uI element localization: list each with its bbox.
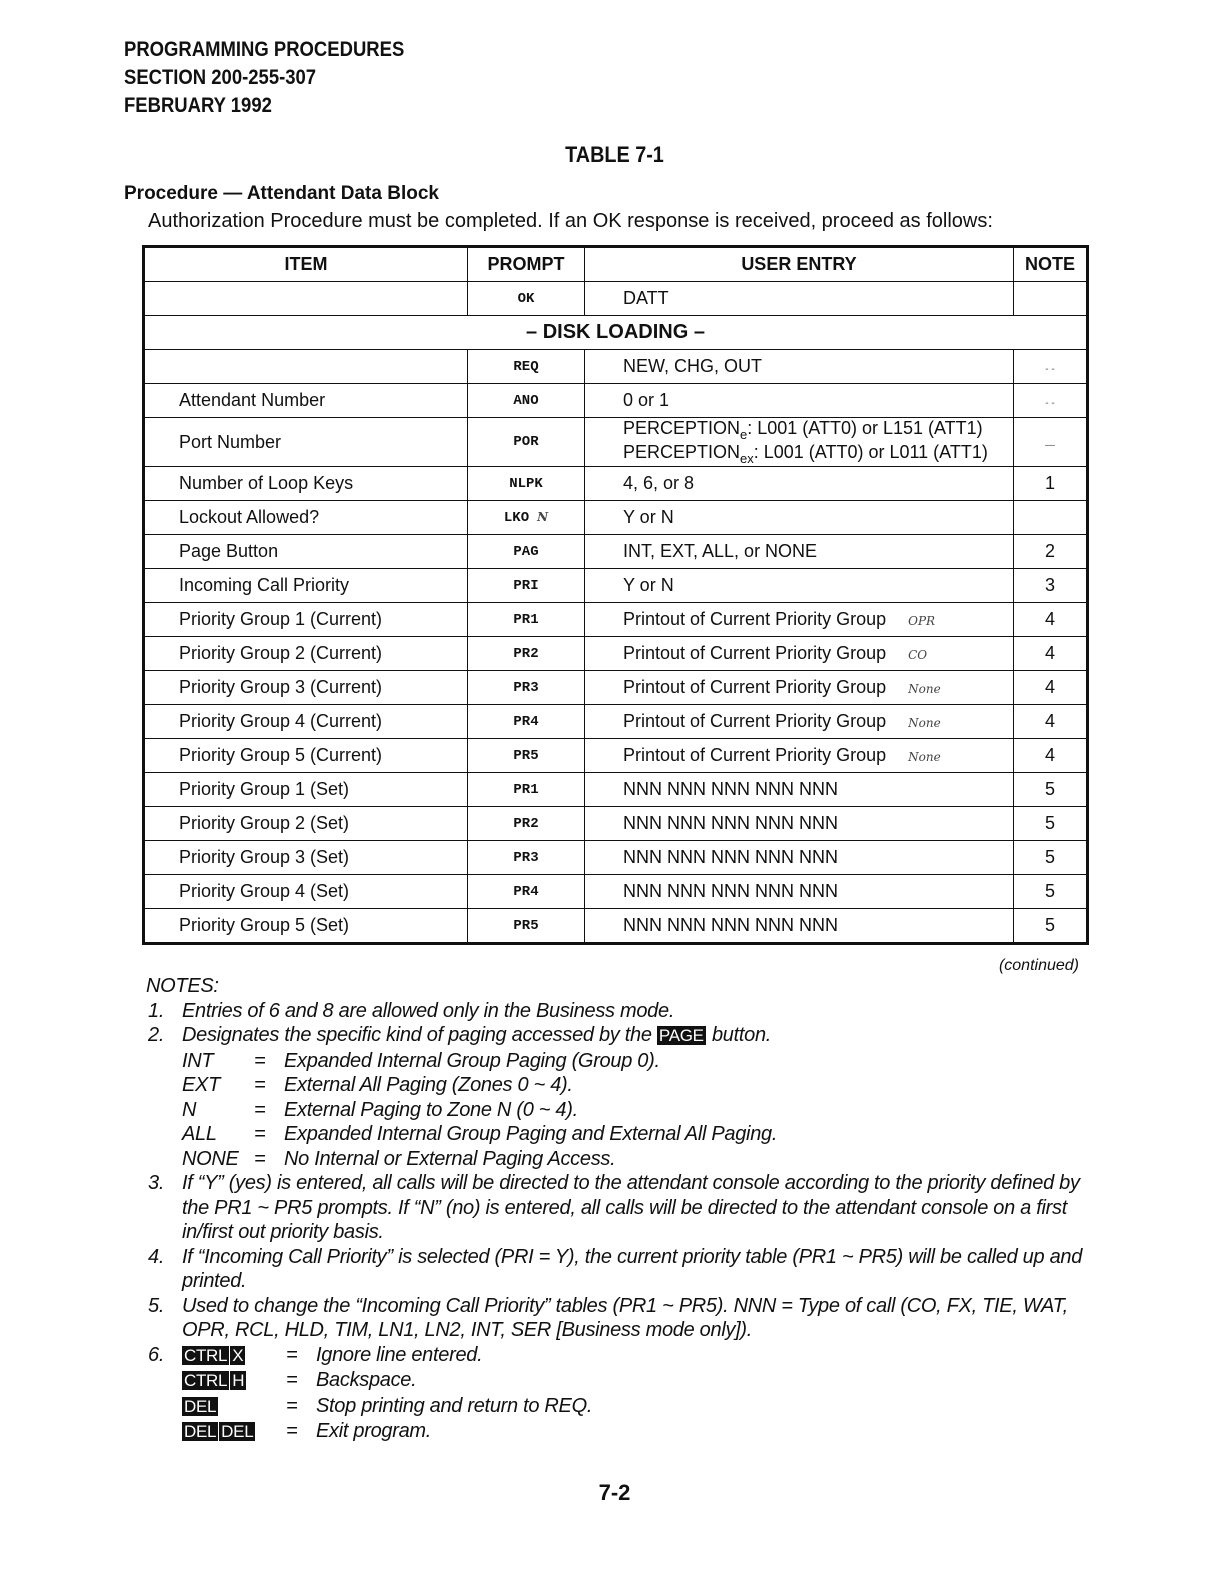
entry-cell: NNN NNN NNN NNN NNN bbox=[585, 807, 1014, 841]
item-cell: Priority Group 5 (Set) bbox=[144, 909, 468, 944]
table-row bbox=[144, 807, 1088, 841]
port-line-1-prefix: PERCEPTION bbox=[623, 418, 741, 438]
entry-cell: DATT bbox=[585, 282, 1014, 316]
note-text bbox=[182, 1023, 1098, 1049]
entry-cell bbox=[585, 603, 1014, 637]
port-line-1-rest: : L001 (ATT0) or L151 (ATT1) bbox=[747, 418, 983, 438]
entry-cell: NNN NNN NNN NNN NNN bbox=[585, 909, 1014, 944]
entry-cell: 0 or 1 bbox=[585, 384, 1014, 418]
prompt-cell: PRI bbox=[468, 569, 585, 603]
list-item bbox=[182, 1147, 1098, 1172]
del-key: DEL bbox=[184, 1422, 217, 1441]
list-item bbox=[182, 1394, 1098, 1420]
attendant-data-table bbox=[142, 245, 1089, 945]
table-row bbox=[144, 418, 1088, 467]
prompt-cell: PR2 bbox=[468, 637, 585, 671]
item-cell: Priority Group 2 (Current) bbox=[144, 637, 468, 671]
entry-text: Printout of Current Priority Group bbox=[623, 677, 887, 697]
table-row bbox=[144, 467, 1088, 501]
notes-section bbox=[148, 974, 1098, 1445]
handwritten-note: OPR bbox=[908, 614, 936, 628]
item-cell: Priority Group 4 (Set) bbox=[144, 875, 468, 909]
note-2 bbox=[148, 1023, 1098, 1049]
item-cell: Lockout Allowed? bbox=[144, 501, 468, 535]
item-cell: Priority Group 3 (Set) bbox=[144, 841, 468, 875]
key-eq: = bbox=[286, 1343, 298, 1366]
list-item bbox=[182, 1368, 1098, 1394]
option-key: INT bbox=[182, 1049, 214, 1072]
key-combo bbox=[182, 1394, 286, 1420]
pencil-mark: - - bbox=[1045, 364, 1055, 375]
option-key: NONE bbox=[182, 1147, 239, 1170]
note-number: 4. bbox=[148, 1245, 165, 1268]
key-desc: Exit program. bbox=[316, 1420, 432, 1442]
document-header bbox=[124, 36, 404, 120]
entry-cell: NNN NNN NNN NNN NNN bbox=[585, 841, 1014, 875]
del-key: DEL bbox=[221, 1422, 254, 1441]
notes-heading: NOTES: bbox=[146, 975, 219, 997]
table-row bbox=[144, 739, 1088, 773]
item-cell bbox=[144, 282, 468, 316]
handwritten-note: None bbox=[908, 716, 941, 730]
prompt-cell: PR4 bbox=[468, 875, 585, 909]
option-text: External Paging to Zone N (0 ~ 4). bbox=[284, 1098, 578, 1121]
option-text: Expanded Internal Group Paging (Group 0). bbox=[284, 1049, 660, 1072]
entry-cell bbox=[585, 705, 1014, 739]
note-number: 5. bbox=[148, 1294, 165, 1317]
paging-options-list bbox=[182, 1049, 1098, 1172]
header-line-2: SECTION 200-255-307 bbox=[124, 66, 317, 89]
table-row bbox=[144, 350, 1088, 384]
option-key: N bbox=[182, 1098, 197, 1121]
note-4 bbox=[148, 1245, 1098, 1294]
note-2-pre: Designates the specific kind of paging accessed by the bbox=[182, 1024, 657, 1046]
entry-text: Printout of Current Priority Group bbox=[623, 609, 887, 629]
h-key: H bbox=[232, 1371, 245, 1390]
section-row bbox=[144, 316, 1088, 350]
note-cell: 3 bbox=[1014, 569, 1088, 603]
procedure-title: Procedure — Attendant Data Block bbox=[124, 183, 439, 204]
pencil-mark: — bbox=[1045, 439, 1055, 451]
prompt-cell: PR5 bbox=[468, 909, 585, 944]
key-eq: = bbox=[286, 1394, 298, 1417]
note-5 bbox=[148, 1294, 1098, 1343]
entry-cell bbox=[585, 637, 1014, 671]
option-eq: = bbox=[254, 1147, 266, 1170]
port-line-2-prefix: PERCEPTION bbox=[623, 442, 741, 462]
prompt-text: LKO bbox=[503, 509, 530, 526]
entry-text: Printout of Current Priority Group bbox=[623, 711, 887, 731]
x-key: X bbox=[232, 1345, 244, 1365]
note-cell bbox=[1014, 282, 1088, 316]
key-desc: Ignore line entered. bbox=[316, 1343, 483, 1366]
option-key: EXT bbox=[182, 1074, 220, 1096]
note-3 bbox=[148, 1171, 1098, 1245]
note-cell bbox=[1014, 350, 1088, 384]
entry-cell bbox=[585, 739, 1014, 773]
header-prompt: PROMPT bbox=[468, 247, 585, 282]
item-cell: Priority Group 5 (Current) bbox=[144, 739, 468, 773]
option-key: ALL bbox=[182, 1123, 217, 1145]
table-row bbox=[144, 637, 1088, 671]
entry-cell: 4, 6, or 8 bbox=[585, 467, 1014, 501]
note-cell: 4 bbox=[1014, 705, 1088, 739]
table-row bbox=[144, 773, 1088, 807]
prompt-cell: PR1 bbox=[468, 603, 585, 637]
item-cell: Attendant Number bbox=[144, 384, 468, 418]
note-6 bbox=[148, 1343, 1098, 1445]
list-item bbox=[182, 1098, 1098, 1123]
table-row bbox=[144, 875, 1088, 909]
note-number: 6. bbox=[148, 1343, 165, 1366]
table-row bbox=[144, 909, 1088, 944]
table-row bbox=[144, 384, 1088, 418]
table-row bbox=[144, 671, 1088, 705]
item-cell: Port Number bbox=[144, 418, 468, 467]
entry-cell: NNN NNN NNN NNN NNN bbox=[585, 875, 1014, 909]
key-combo bbox=[182, 1419, 286, 1445]
continued-label: (continued) bbox=[998, 957, 1079, 974]
port-line-1-sub: e bbox=[740, 427, 748, 442]
prompt-cell: PR1 bbox=[468, 773, 585, 807]
prompt-cell: ANO bbox=[468, 384, 585, 418]
handwritten-note: CO bbox=[908, 648, 928, 662]
key-eq: = bbox=[286, 1420, 298, 1442]
item-cell: Page Button bbox=[144, 535, 468, 569]
entry-cell: NNN NNN NNN NNN NNN bbox=[585, 773, 1014, 807]
header-item: ITEM bbox=[144, 247, 468, 282]
note-text: If “Y” (yes) is entered, all calls will be directed to the attendant console according to the priority defined by the PR1 ~ PR5 prompts. If “N” (no) is entered, all calls will be directed to the attendant console on a first in/first out priority basis. bbox=[182, 1172, 1080, 1243]
option-text: No Internal or External Paging Access. bbox=[284, 1147, 616, 1170]
table-row bbox=[144, 603, 1088, 637]
table-row bbox=[144, 841, 1088, 875]
note-text: Used to change the “Incoming Call Priority” tables (PR1 ~ PR5). NNN = Type of call (CO, FX, TIE, WAT, OPR, RCL, HLD, TIM, LN1, LN2, INT, SER [Business mode only]). bbox=[182, 1294, 1068, 1341]
key-desc: Stop printing and return to REQ. bbox=[316, 1394, 593, 1417]
option-text: Expanded Internal Group Paging and External All Paging. bbox=[284, 1123, 778, 1145]
prompt-cell: NLPK bbox=[468, 467, 585, 501]
note-cell: 5 bbox=[1014, 773, 1088, 807]
list-item bbox=[182, 1343, 1098, 1369]
pencil-mark: - - bbox=[1045, 398, 1055, 409]
option-eq: = bbox=[254, 1098, 266, 1121]
table-title: TABLE 7-1 bbox=[565, 142, 664, 167]
entry-text: Printout of Current Priority Group bbox=[623, 643, 887, 663]
entry-cell bbox=[585, 671, 1014, 705]
prompt-cell: PR3 bbox=[468, 841, 585, 875]
option-eq: = bbox=[254, 1049, 266, 1072]
item-cell: Priority Group 4 (Current) bbox=[144, 705, 468, 739]
table-row bbox=[144, 569, 1088, 603]
prompt-cell: POR bbox=[468, 418, 585, 467]
note-cell: 4 bbox=[1014, 603, 1088, 637]
item-cell: Priority Group 3 (Current) bbox=[144, 671, 468, 705]
handwritten-note: None bbox=[908, 682, 941, 696]
list-item bbox=[182, 1049, 1098, 1074]
header-note: NOTE bbox=[1014, 247, 1088, 282]
item-cell bbox=[144, 350, 468, 384]
note-number: 1. bbox=[148, 999, 165, 1022]
ctrl-key: CTRL bbox=[184, 1371, 228, 1390]
table-row bbox=[144, 501, 1088, 535]
note-text: Entries of 6 and 8 are allowed only in the Business mode. bbox=[182, 999, 675, 1022]
note-cell: 5 bbox=[1014, 807, 1088, 841]
item-cell: Priority Group 2 (Set) bbox=[144, 807, 468, 841]
note-cell bbox=[1014, 418, 1088, 467]
item-cell: Incoming Call Priority bbox=[144, 569, 468, 603]
port-line-2-sub: ex bbox=[740, 451, 754, 466]
intro-text: Authorization Procedure must be completed. If an OK response is received, proceed as follows: bbox=[148, 210, 993, 232]
prompt-cell: OK bbox=[468, 282, 585, 316]
port-line-1 bbox=[623, 418, 1013, 442]
header-user-entry: USER ENTRY bbox=[585, 247, 1014, 282]
prompt-cell bbox=[468, 501, 585, 535]
list-item bbox=[182, 1122, 1098, 1147]
header-line-3: FEBRUARY 1992 bbox=[124, 94, 272, 117]
prompt-cell: PR5 bbox=[468, 739, 585, 773]
page-key-label: PAGE bbox=[658, 1026, 704, 1045]
item-cell: Number of Loop Keys bbox=[144, 467, 468, 501]
prompt-cell: PR2 bbox=[468, 807, 585, 841]
table-row bbox=[144, 282, 1088, 316]
handwritten-note: None bbox=[908, 750, 941, 764]
entry-text: Printout of Current Priority Group bbox=[623, 745, 887, 765]
note-2-post: button. bbox=[706, 1024, 772, 1046]
prompt-cell: REQ bbox=[468, 350, 585, 384]
del-key: DEL bbox=[184, 1396, 217, 1416]
note-cell: 4 bbox=[1014, 637, 1088, 671]
header-line-1: PROGRAMMING PROCEDURES bbox=[124, 38, 405, 61]
port-line-2 bbox=[623, 442, 1013, 466]
note-cell bbox=[1014, 501, 1088, 535]
note-cell: 4 bbox=[1014, 671, 1088, 705]
entry-cell: INT, EXT, ALL, or NONE bbox=[585, 535, 1014, 569]
key-combo bbox=[182, 1343, 286, 1369]
note-cell: 1 bbox=[1014, 467, 1088, 501]
key-desc: Backspace. bbox=[316, 1369, 417, 1391]
option-eq: = bbox=[254, 1123, 266, 1145]
note-cell: 5 bbox=[1014, 909, 1088, 944]
note-cell: 5 bbox=[1014, 875, 1088, 909]
list-item bbox=[182, 1073, 1098, 1098]
table-header-row bbox=[144, 247, 1088, 282]
page-number: 7-2 bbox=[598, 1480, 631, 1505]
entry-cell: Y or N bbox=[585, 569, 1014, 603]
ctrl-key: CTRL bbox=[184, 1345, 228, 1365]
note-cell bbox=[1014, 384, 1088, 418]
note-text bbox=[182, 1343, 1098, 1445]
prompt-cell: PAG bbox=[468, 535, 585, 569]
note-number: 2. bbox=[148, 1024, 165, 1046]
note-cell: 4 bbox=[1014, 739, 1088, 773]
item-cell: Priority Group 1 (Current) bbox=[144, 603, 468, 637]
note-text: If “Incoming Call Priority” is selected (PRI = Y), the current priority table (PR1 ~ PR5) will be called up and printed. bbox=[182, 1245, 1083, 1292]
option-eq: = bbox=[254, 1074, 266, 1096]
prompt-cell: PR3 bbox=[468, 671, 585, 705]
entry-cell bbox=[585, 418, 1014, 467]
table-row bbox=[144, 535, 1088, 569]
section-disk-loading: – DISK LOADING – bbox=[144, 316, 1088, 350]
key-eq: = bbox=[286, 1369, 298, 1391]
list-item bbox=[182, 1419, 1098, 1445]
entry-cell: Y or N bbox=[585, 501, 1014, 535]
key-combo bbox=[182, 1368, 286, 1394]
port-line-2-rest: : L001 (ATT0) or L011 (ATT1) bbox=[753, 442, 988, 462]
item-cell: Priority Group 1 (Set) bbox=[144, 773, 468, 807]
note-1 bbox=[148, 999, 1098, 1024]
entry-cell: NEW, CHG, OUT bbox=[585, 350, 1014, 384]
prompt-cell: PR4 bbox=[468, 705, 585, 739]
option-text: External All Paging (Zones 0 ~ 4). bbox=[284, 1074, 573, 1096]
handwritten-note: N bbox=[537, 509, 549, 524]
note-cell: 2 bbox=[1014, 535, 1088, 569]
table-row bbox=[144, 705, 1088, 739]
note-cell: 5 bbox=[1014, 841, 1088, 875]
note-number: 3. bbox=[148, 1172, 165, 1194]
